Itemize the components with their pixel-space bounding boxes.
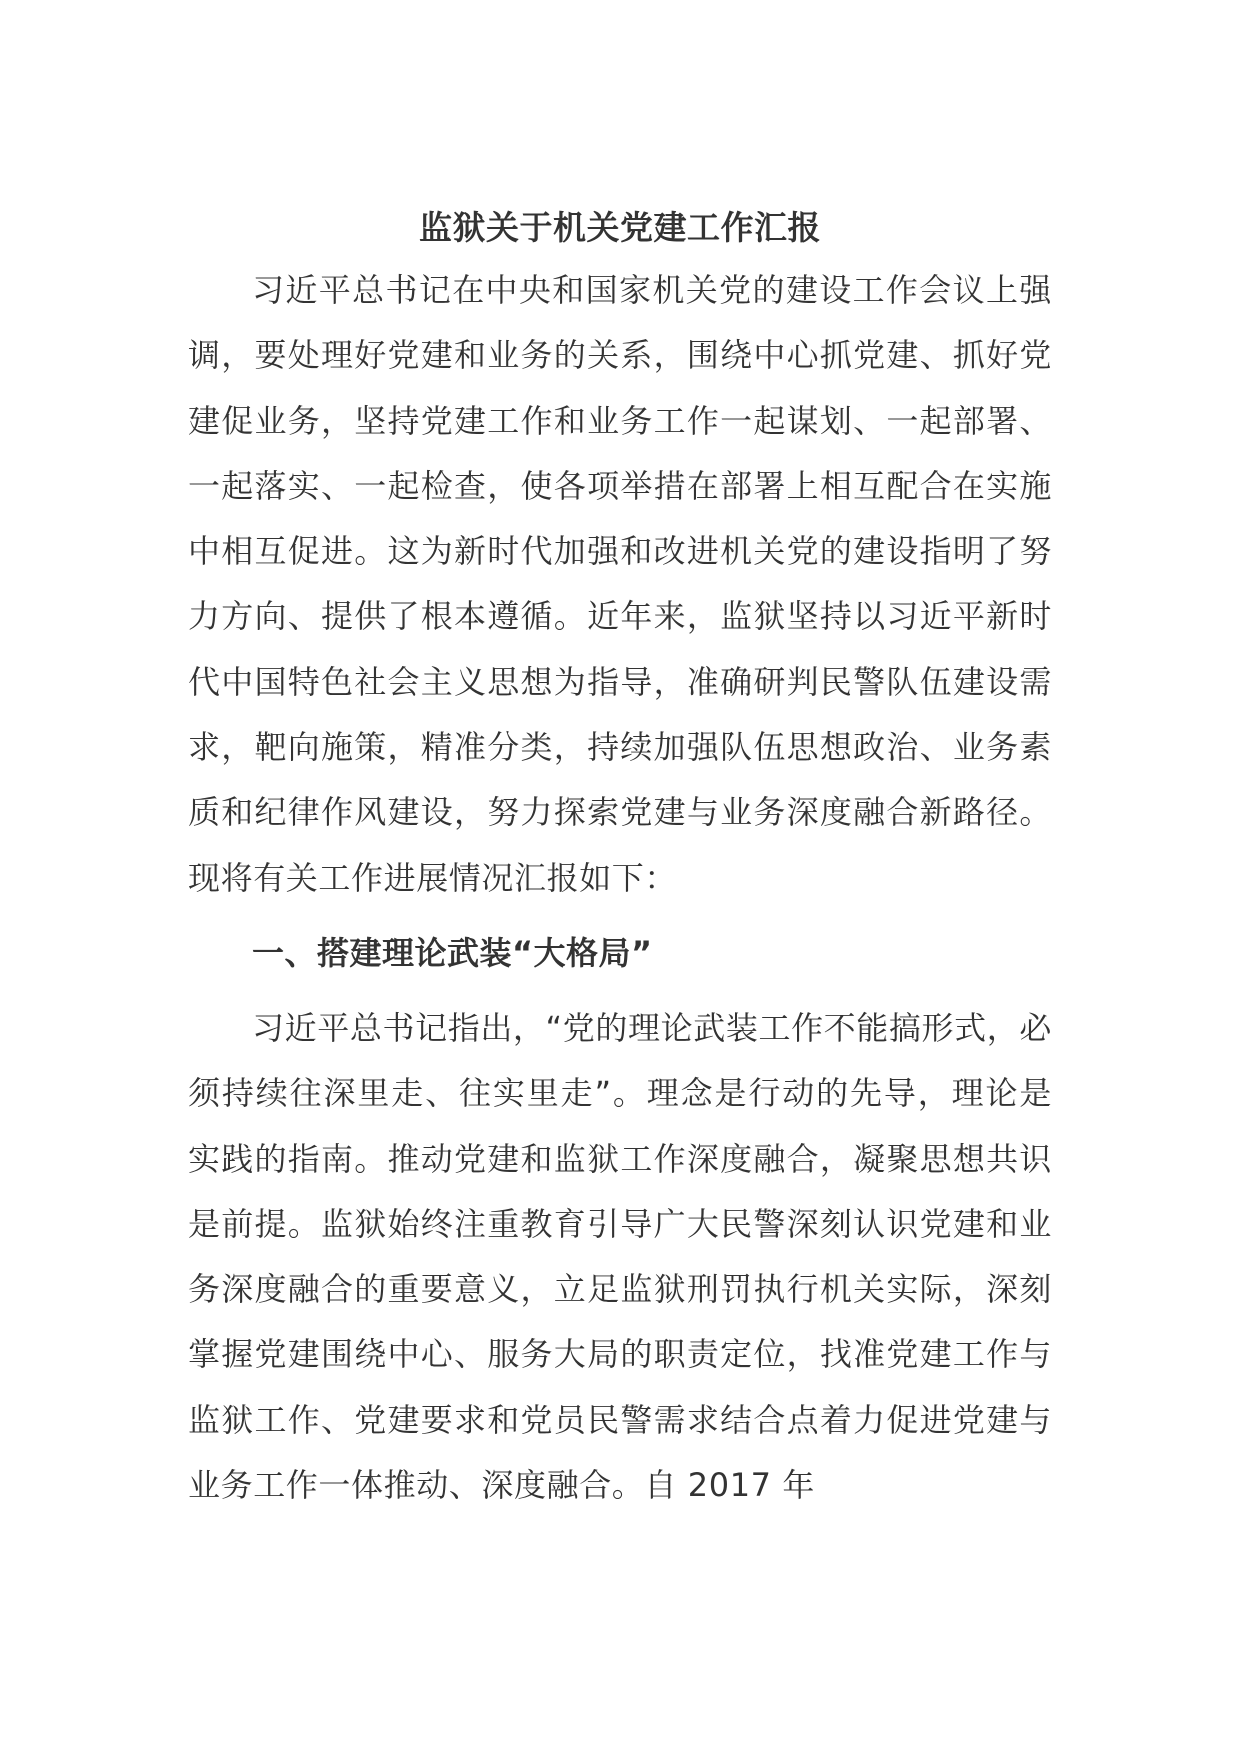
intro-paragraph: 习近平总书记在中央和国家机关党的建设工作会议上强调，要处理好党建和业务的关系，围绕中心抓党建、抓好党建促业务，坚持党建工作和业务工作一起谋划、一起部署、一起落实、一起检查，使各项举措在部署上相互配合在实施中相互促进。这为新时代加强和改进机关党的建设指明了努力方向、提供了根本遵循。近年来，监狱坚持以习近平新时代中国特色社会主义思想为指导，准确研判民警队伍建设需求，靶向施策，精准分类，持续加强队伍思想政治、业务素质和纪律作风建设，努力探索党建与业务深度融合新路径。现将有关工作进展情况汇报如下： <box>188 271 1052 897</box>
document-title: 监狱关于机关党建工作汇报 <box>419 208 821 247</box>
document-body <box>188 200 1052 1518</box>
section-heading-1: 一、搭建理论武装“大格局” <box>252 933 653 972</box>
section-paragraph-1: 习近平总书记指出，“党的理论武装工作不能搞形式，必须持续往深里走、往实里走”。理念是行动的先导，理论是实践的指南。推动党建和监狱工作深度融合，凝聚思想共识是前提。监狱始终注重教育引导广大民警深刻认识党建和业务深度融合的重要意义，立足监狱刑罚执行机关实际，深刻掌握党建围绕中心、服务大局的职责定位，找准党建工作与监狱工作、党建要求和党员民警需求结合点着力促进党建与业务工作一体推动、深度融合。自 2017 年 <box>188 1008 1052 1505</box>
